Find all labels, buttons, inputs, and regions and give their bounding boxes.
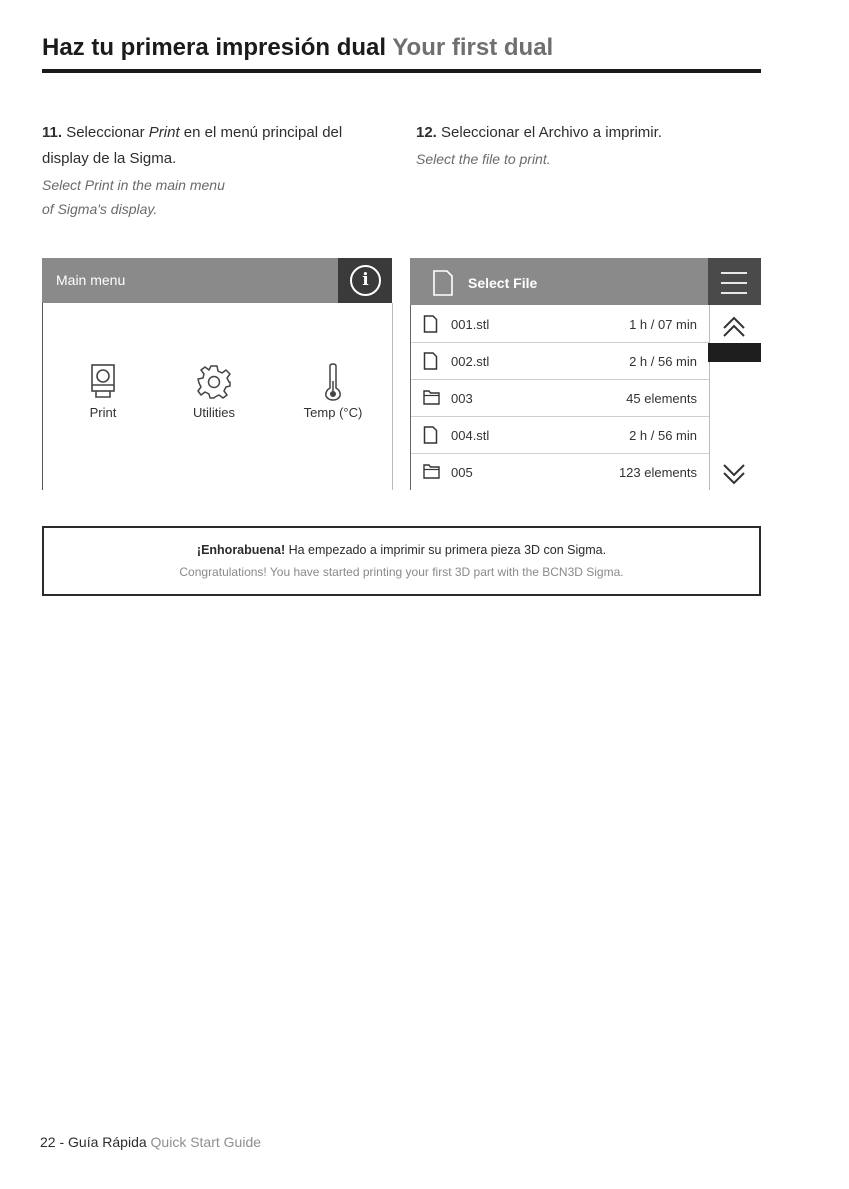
step-12 xyxy=(416,120,761,172)
file-row[interactable] xyxy=(411,305,709,343)
step-text: Seleccionar el Archivo a imprimir. xyxy=(441,124,662,141)
folder-row[interactable] xyxy=(411,379,709,417)
footer-label-en: Quick Start Guide xyxy=(150,1134,262,1150)
menu-item-label: Print xyxy=(89,405,117,420)
file-icon xyxy=(423,315,438,333)
main-menu-header xyxy=(42,258,338,303)
step-english: Select Print in the main menu xyxy=(42,177,225,193)
menu-item-print[interactable] xyxy=(48,363,158,420)
menu-item-utilities[interactable] xyxy=(159,363,269,420)
file-name: 002.stl xyxy=(451,354,490,369)
congratulations-box xyxy=(42,526,761,596)
gear-icon xyxy=(195,363,233,401)
folder-info: 123 elements xyxy=(618,465,697,480)
scroll-thumb[interactable] xyxy=(708,343,761,362)
main-menu-title: Main menu xyxy=(56,272,126,288)
file-name: 004.stl xyxy=(451,428,490,443)
scrollbar xyxy=(708,305,761,490)
page-number: 22 xyxy=(40,1134,56,1150)
step-text-emph: Print xyxy=(148,124,180,141)
congratulations-es-text: Ha empezado a imprimir su primera pieza 3D con Sigma. xyxy=(288,543,607,557)
title-en: Your first dual xyxy=(392,34,554,61)
menu-icon xyxy=(721,272,747,274)
congratulations-en: Congratulations! You have started printing your first 3D part with the BCN3D Sigma. xyxy=(179,565,624,579)
step-text-before: Seleccionar xyxy=(66,124,145,141)
file-info: 1 h / 07 min xyxy=(629,317,697,332)
step-number: 11. xyxy=(42,124,63,141)
title-es: Haz tu primera impresión dual xyxy=(42,34,387,61)
folder-name: 003 xyxy=(451,391,473,406)
page-title xyxy=(42,34,553,62)
scroll-up-icon[interactable] xyxy=(721,315,747,339)
file-icon xyxy=(432,270,454,296)
thermometer-icon xyxy=(322,363,344,401)
file-name: 001.stl xyxy=(451,317,490,332)
menu-item-label: Utilities xyxy=(193,405,235,420)
select-file-header xyxy=(410,258,708,305)
file-list xyxy=(410,305,710,490)
file-info: 2 h / 56 min xyxy=(629,354,697,369)
scroll-down-icon[interactable] xyxy=(721,462,747,486)
footer-separator: - xyxy=(59,1134,65,1150)
info-button[interactable] xyxy=(338,258,392,303)
congratulations-es xyxy=(44,543,759,557)
step-english-2: of Sigma's display. xyxy=(42,201,158,217)
main-menu-screen xyxy=(42,258,392,490)
menu-button[interactable] xyxy=(708,258,761,305)
page-footer xyxy=(40,1134,261,1150)
file-info: 2 h / 56 min xyxy=(629,428,697,443)
folder-row[interactable] xyxy=(411,453,709,490)
folder-icon xyxy=(423,389,440,405)
file-row[interactable] xyxy=(411,416,709,454)
main-menu-body xyxy=(42,303,393,490)
select-file-title: Select File xyxy=(468,275,538,291)
info-icon: i xyxy=(350,265,381,296)
congratulations-es-bold: ¡Enhorabuena! xyxy=(196,543,286,557)
folder-info: 45 elements xyxy=(626,391,697,406)
menu-item-label: Temp (°C) xyxy=(303,405,363,420)
folder-name: 005 xyxy=(451,465,473,480)
select-file-screen xyxy=(410,258,761,490)
file-icon xyxy=(423,352,438,370)
printer-icon xyxy=(90,363,116,401)
step-english: Select the file to print. xyxy=(416,151,551,167)
folder-icon xyxy=(423,463,440,479)
step-text-after: en el menú principal del display de la Sigma. xyxy=(42,124,343,167)
file-icon xyxy=(423,426,438,444)
footer-label-es: Guía Rápida xyxy=(68,1134,147,1150)
step-11 xyxy=(42,120,387,222)
title-divider xyxy=(42,69,761,73)
menu-item-temp[interactable] xyxy=(278,363,388,420)
step-number: 12. xyxy=(416,124,437,141)
file-row[interactable] xyxy=(411,342,709,380)
